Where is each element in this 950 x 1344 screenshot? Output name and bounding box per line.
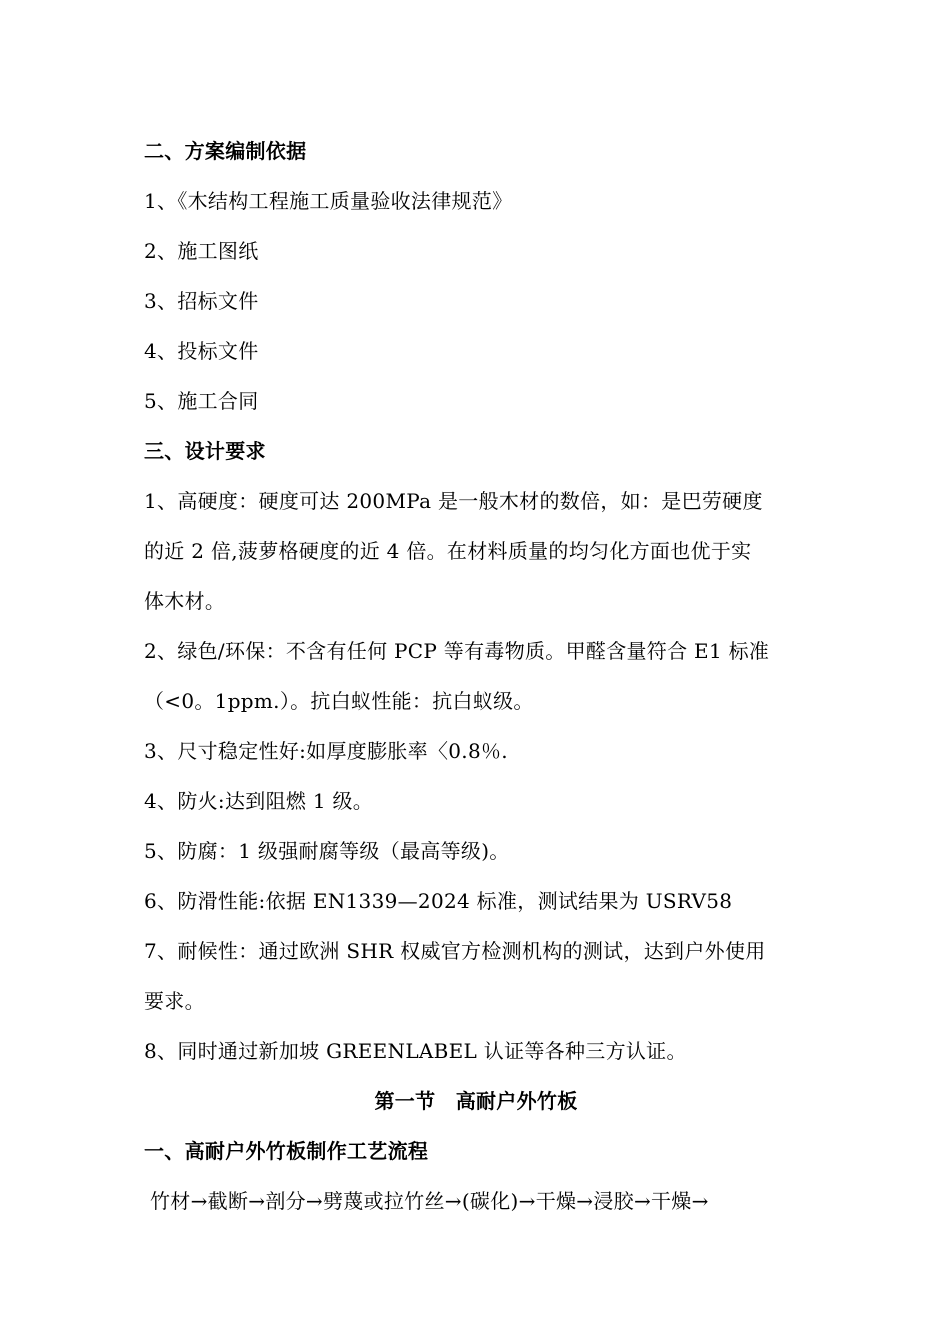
design-item-8: 8、同时通过新加坡 GREENLABEL 认证等各种三方认证。	[144, 1039, 687, 1063]
design-item-1-line-2: 的近 2 倍,菠萝格硬度的近 4 倍。在材料质量的均匀化方面也优于实	[144, 539, 752, 563]
design-item-2-line-2: （<0。1ppm.）。抗白蚁性能：抗白蚁级。	[144, 689, 534, 713]
section-heading-process: 一、高耐户外竹板制作工艺流程	[144, 1139, 429, 1163]
design-item-2-line-1: 2、绿色/环保：不含有任何 PCP 等有毒物质。甲醛含量符合 E1 标准	[144, 639, 770, 663]
design-item-3: 3、尺寸稳定性好:如厚度膨胀率〈0.8％.	[144, 739, 508, 763]
basis-item-1: 1、《木结构工程施工质量验收法律规范》	[144, 189, 513, 213]
section-heading-design: 三、设计要求	[144, 439, 266, 463]
basis-item-3: 3、招标文件	[144, 289, 259, 313]
section-heading-basis: 二、方案编制依据	[144, 139, 307, 163]
design-item-4: 4、防火:达到阻燃 1 级。	[144, 789, 374, 813]
design-item-5: 5、防腐：1 级强耐腐等级（最高等级)。	[144, 839, 510, 863]
design-item-1-line-3: 体木材。	[144, 589, 226, 613]
chapter-title: 第一节 高耐户外竹板	[374, 1089, 578, 1113]
basis-item-5: 5、施工合同	[144, 389, 259, 413]
design-item-6: 6、防滑性能:依据 EN1339—2024 标准，测试结果为 USRV58	[144, 889, 733, 913]
design-item-1-line-1: 1、高硬度：硬度可达 200MPa 是一般木材的数倍，如：是巴劳硬度	[144, 489, 763, 513]
design-item-7-line-2: 要求。	[144, 989, 205, 1013]
process-flow-line: 竹材→截断→剖分→劈蔑或拉竹丝→(碳化)→干燥→浸胶→干燥→	[150, 1189, 709, 1213]
document-page	[144, 126, 808, 1226]
basis-item-2: 2、施工图纸	[144, 239, 259, 263]
basis-item-4: 4、投标文件	[144, 339, 259, 363]
design-item-7-line-1: 7、耐候性：通过欧洲 SHR 权威官方检测机构的测试，达到户外使用	[144, 939, 766, 963]
